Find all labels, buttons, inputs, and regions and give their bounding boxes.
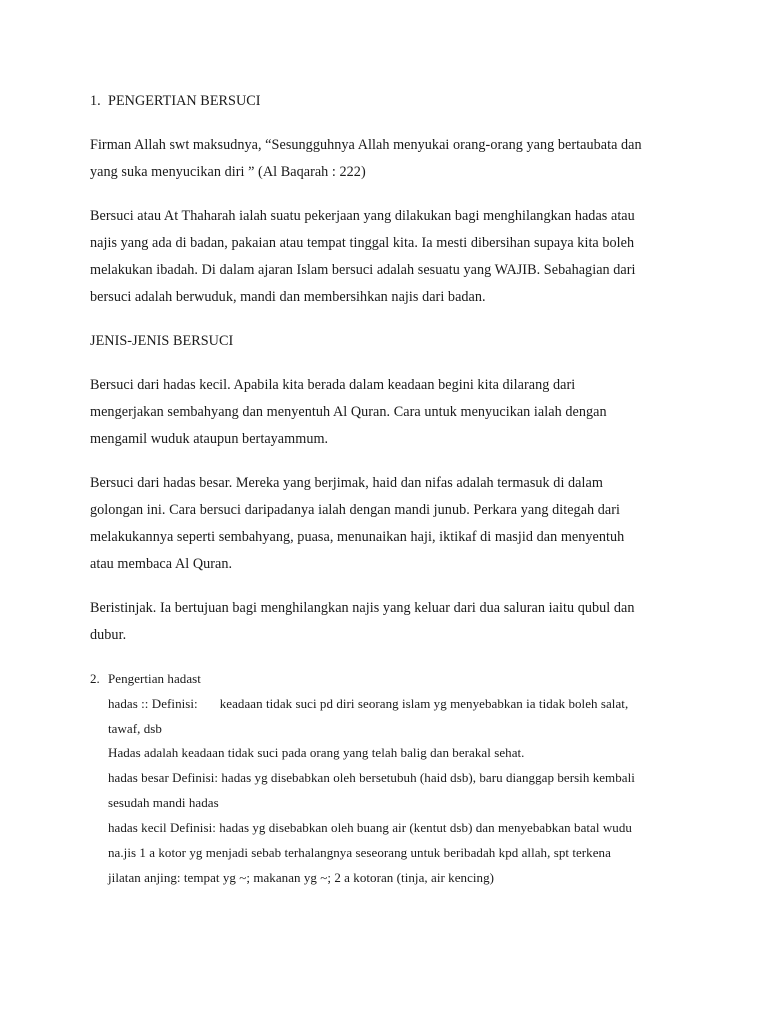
hadas-besar-definition-line-2: sesudah mandi hadas <box>108 795 219 810</box>
hadas-besar-definition-line-1: hadas besar Definisi: hadas yg disebabkan oleh bersetubuh (haid dsb), baru dianggap bersih kembali <box>108 770 635 785</box>
hadas-besar-line-3: melakukannya seperti sembahyang, puasa, menunaikan haji, iktikaf di masjid dan menyentuh <box>90 529 625 545</box>
section2-title: Pengertian hadast <box>108 671 201 686</box>
section2-heading <box>90 670 201 688</box>
bersuci-line-3: melakukan ibadah. Di dalam ajaran Islam bersuci adalah sesuatu yang WAJIB. Sebahagian dari <box>90 262 636 278</box>
hadas-definition-line-2: tawaf, dsb <box>108 721 162 736</box>
hadas-description-line: Hadas adalah keadaan tidak suci pada orang yang telah balig dan berakal sehat. <box>108 745 525 760</box>
beristinjak-line-1: Beristinjak. Ia bertujuan bagi menghilangkan najis yang keluar dari dua saluran iaitu qubul dan <box>90 600 635 616</box>
hadas-besar-line-2: golongan ini. Cara bersuci daripadanya ialah dengan mandi junub. Perkara yang ditegah dari <box>90 502 621 518</box>
section1-title: PENGERTIAN BERSUCI <box>108 93 261 109</box>
hadas-kecil-line-1: Bersuci dari hadas kecil. Apabila kita berada dalam keadaan begini kita dilarang dari <box>90 377 576 393</box>
najis-definition-line-2: jilatan anjing: tempat yg ~; makanan yg ~; 2 a kotoran (tinja, air kencing) <box>108 870 495 885</box>
beristinjak-line-2: dubur. <box>90 627 127 643</box>
section1-heading <box>90 92 261 110</box>
hadas-kecil-definition-line: hadas kecil Definisi: hadas yg disebabkan oleh buang air (kentut dsb) dan menyebabkan batal wudu <box>108 820 632 835</box>
bersuci-line-1: Bersuci atau At Thaharah ialah suatu pekerjaan yang dilakukan bagi menghilangkan hadas atau <box>90 208 635 224</box>
hadas-definition-text: keadaan tidak suci pd diri seorang islam yg menyebabkan ia tidak boleh salat, <box>219 696 629 711</box>
section2-number: 2. <box>90 671 100 686</box>
hadas-kecil-line-3: mengamil wuduk ataupun bertayammum. <box>90 431 329 447</box>
hadas-definition-line-1 <box>108 695 628 713</box>
hadas-definition-label: hadas :: Definisi: <box>108 696 198 711</box>
jenis-heading: JENIS-JENIS BERSUCI <box>90 333 234 349</box>
bersuci-line-4: bersuci adalah berwuduk, mandi dan membersihkan najis dari badan. <box>90 289 486 305</box>
hadas-kecil-line-2: mengerjakan sembahyang dan menyentuh Al Quran. Cara untuk menyucikan ialah dengan <box>90 404 607 420</box>
firman-line-2: yang suka menyucikan diri ” (Al Baqarah : 222) <box>90 164 366 180</box>
bersuci-line-2: najis yang ada di badan, pakaian atau tempat tinggal kita. Ia mesti dibersihan supaya kita boleh <box>90 235 635 251</box>
section1-number: 1. <box>90 93 101 109</box>
hadas-besar-line-4: atau membaca Al Quran. <box>90 556 233 572</box>
firman-line-1: Firman Allah swt maksudnya, “Sesungguhnya Allah menyukai orang-orang yang bertaubata dan <box>90 137 642 153</box>
hadas-besar-line-1: Bersuci dari hadas besar. Mereka yang berjimak, haid dan nifas adalah termasuk di dalam <box>90 475 603 491</box>
najis-definition-line-1: na.jis 1 a kotor yg menjadi sebab terhalangnya seseorang untuk beribadah kpd allah, spt terkena <box>108 845 611 860</box>
